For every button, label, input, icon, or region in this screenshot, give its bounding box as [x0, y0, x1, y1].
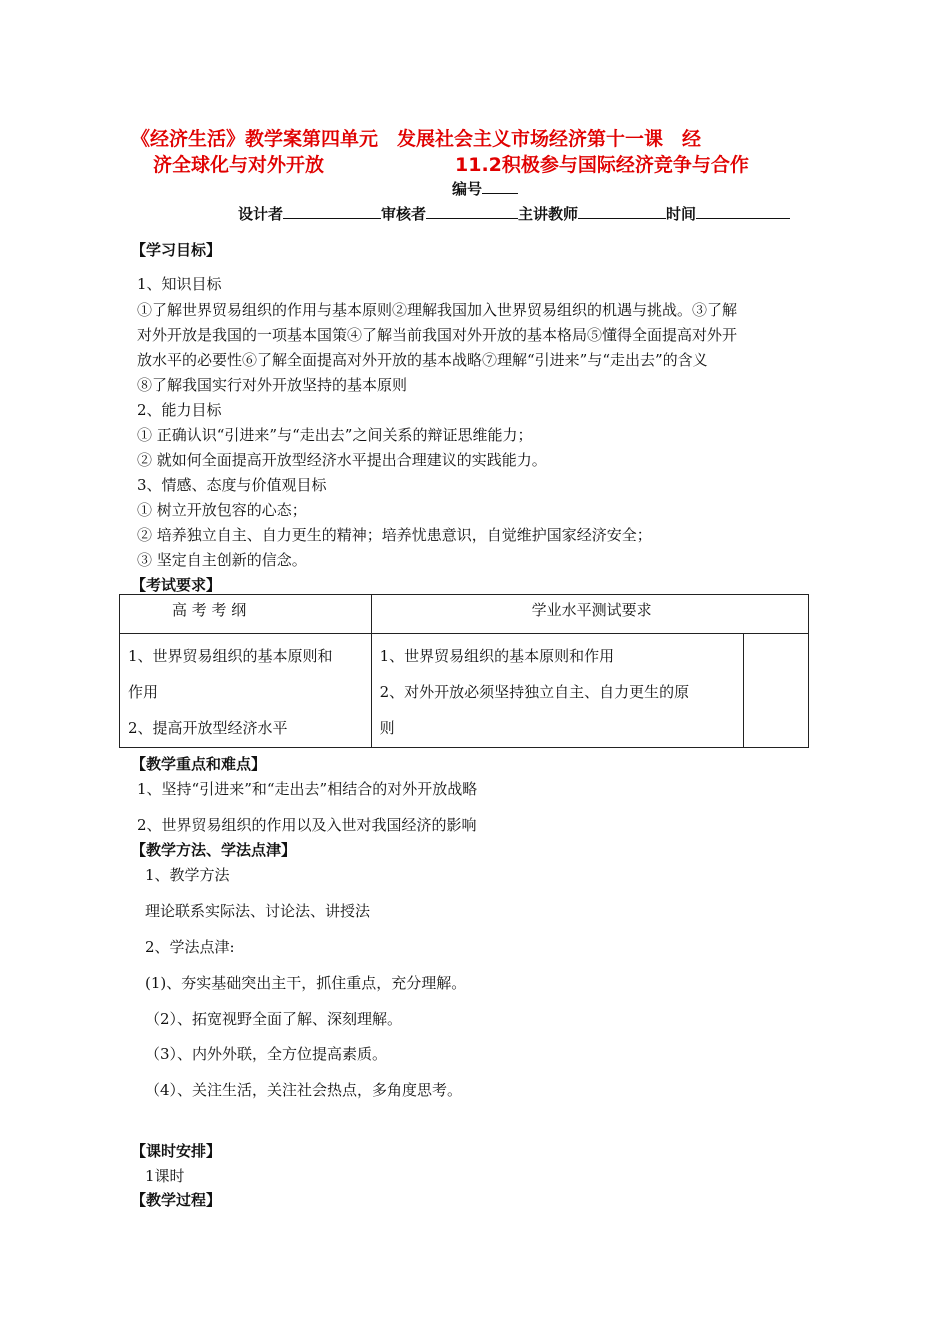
- knowledge-line: ⑧了解我国实行对外开放坚持的基本原则: [137, 376, 408, 394]
- lecturer-blank: [578, 204, 666, 219]
- proficiency-header: 学业水平测试要求: [531, 601, 652, 619]
- designer-label: 设计者: [238, 205, 284, 223]
- schedule-text: 1课时: [145, 1167, 185, 1185]
- reviewer-label: 审核者: [381, 205, 427, 223]
- exam-heading: 【考试要求】: [131, 576, 222, 594]
- table-cell-empty: [744, 634, 809, 748]
- schedule-heading: 【课时安排】: [131, 1142, 222, 1160]
- lecturer-label: 主讲教师: [518, 205, 579, 223]
- designer-blank: [283, 204, 381, 219]
- exam-requirements-table: [119, 594, 809, 748]
- methods-heading: 【教学方法、学法点津】: [131, 841, 297, 859]
- process-heading: 【教学过程】: [131, 1191, 222, 1209]
- learning-method-line: (1)、夯实基础突出主干，抓住重点，充分理解。: [145, 974, 467, 992]
- knowledge-line: 放水平的必要性⑥了解全面提高对外开放的基本战略⑦理解“引进来”与“走出去”的含义: [137, 351, 708, 369]
- doc-title-line-1: 《经济生活》教学案第四单元 发展社会主义市场经济第十一课 经: [131, 128, 702, 150]
- learning-method-line: （4）、关注生活，关注社会热点，多角度思考。: [145, 1081, 463, 1099]
- signature-line: [238, 203, 790, 224]
- teaching-method-title: 1、教学方法: [145, 866, 230, 884]
- emotion-line: ② 培养独立自主、自力更生的精神；培养忧患意识，自觉维护国家经济安全；: [137, 526, 652, 544]
- proficiency-line: 则: [379, 719, 395, 737]
- learning-method-title: 2、学法点津:: [145, 938, 235, 956]
- table-cell: [120, 634, 372, 748]
- ability-line: ② 就如何全面提高开放型经济水平提出合理建议的实践能力。: [137, 451, 547, 469]
- learning-method-line: （3）、内外外联，全方位提高素质。: [145, 1045, 388, 1063]
- ability-line: ① 正确认识“引进来”与“走出去”之间关系的辩证思维能力；: [137, 426, 533, 444]
- number-label: 编号: [452, 180, 483, 198]
- knowledge-line: ①了解世界贸易组织的作用与基本原则②理解我国加入世界贸易组织的机遇与挑战。③了解: [137, 301, 738, 319]
- proficiency-line: 2、对外开放必须坚持独立自主、自力更生的原: [379, 683, 690, 701]
- doc-title-line-2-right: 11.2积极参与国际经济竞争与合作: [455, 154, 749, 176]
- ability-title: 2、能力目标: [137, 401, 222, 419]
- gaokao-line: 1、世界贸易组织的基本原则和: [128, 647, 333, 665]
- teaching-method-text: 理论联系实际法、讨论法、讲授法: [145, 902, 371, 920]
- proficiency-line: 1、世界贸易组织的基本原则和作用: [379, 647, 615, 665]
- number-field: [452, 178, 518, 199]
- knowledge-line: 对外开放是我国的一项基本国策④了解当前我国对外开放的基本格局⑤懂得全面提高对外开: [137, 326, 738, 344]
- gaokao-line: 作用: [128, 683, 159, 701]
- table-header-cell: [371, 595, 808, 634]
- table-header-row: [120, 595, 809, 634]
- gaokao-header: 高 考 考 纲: [172, 601, 247, 619]
- emotion-line: ① 树立开放包容的心态；: [137, 501, 307, 519]
- objectives-heading: 【学习目标】: [131, 241, 222, 259]
- emotion-line: ③ 坚定自主创新的信念。: [137, 551, 307, 569]
- emotion-title: 3、情感、态度与价值观目标: [137, 476, 327, 494]
- gaokao-line: 2、提高开放型经济水平: [128, 719, 288, 737]
- time-blank: [696, 204, 790, 219]
- key-point-line: 2、世界贸易组织的作用以及入世对我国经济的影响: [137, 816, 477, 834]
- learning-method-line: （2）、拓宽视野全面了解、深刻理解。: [145, 1010, 403, 1028]
- table-cell: [371, 634, 744, 748]
- table-header-cell: [120, 595, 372, 634]
- time-label: 时间: [666, 205, 697, 223]
- knowledge-title: 1、知识目标: [137, 275, 222, 293]
- key-points-heading: 【教学重点和难点】: [131, 755, 267, 773]
- key-point-line: 1、坚持“引进来”和“走出去”相结合的对外开放战略: [137, 780, 478, 798]
- doc-title-line-2-left: 济全球化与对外开放: [153, 154, 325, 176]
- number-blank: [482, 179, 518, 194]
- reviewer-blank: [426, 204, 518, 219]
- table-row: [120, 634, 809, 748]
